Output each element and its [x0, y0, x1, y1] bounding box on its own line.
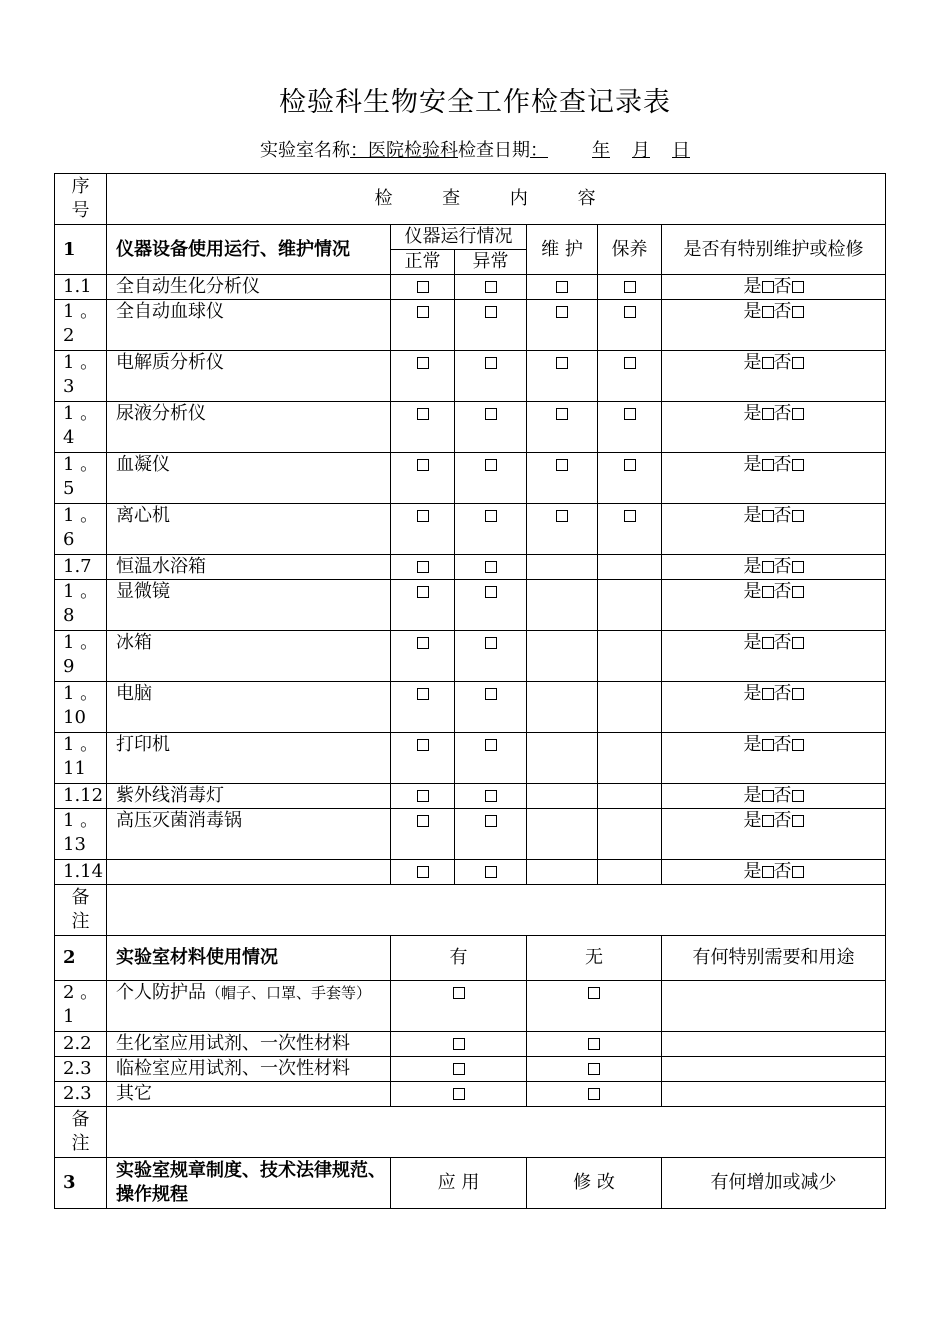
- yes-no-choice: [662, 733, 886, 784]
- table-row: [55, 555, 886, 580]
- checkbox[interactable]: [417, 306, 429, 318]
- none-header: 无: [527, 936, 662, 981]
- checkbox[interactable]: [485, 866, 497, 878]
- row-no: 1.7: [55, 555, 107, 580]
- row-no: 1 。5: [55, 453, 107, 504]
- checkbox[interactable]: [588, 1063, 600, 1075]
- checkbox[interactable]: [417, 688, 429, 700]
- maintain-cell: [527, 784, 598, 809]
- upkeep-cell: [598, 580, 662, 631]
- item-note: （帽子、口罩、手套等）: [206, 984, 372, 1002]
- abnormal-check: [455, 351, 527, 402]
- have-check: [391, 1032, 527, 1057]
- maintain-check: [527, 453, 598, 504]
- abnormal-check: [455, 555, 527, 580]
- row-name: [107, 1057, 391, 1082]
- row-no: 2.3: [55, 1057, 107, 1082]
- no-label: 否: [773, 785, 792, 806]
- no-checkbox[interactable]: [792, 739, 804, 751]
- section3-no: 3: [55, 1158, 107, 1209]
- table-row: [55, 1057, 886, 1082]
- yes-no-choice: [662, 351, 886, 402]
- page-title: 检验科生物安全工作检查记录表: [279, 87, 671, 118]
- row-name: 全自动血球仪: [107, 300, 391, 351]
- row-no: 1 。10: [55, 682, 107, 733]
- no-checkbox[interactable]: [792, 459, 804, 471]
- upkeep-check: [598, 351, 662, 402]
- row-name: 紫外线消毒灯: [107, 784, 391, 809]
- lab-value: ：医院检验科: [350, 140, 458, 161]
- no-checkbox[interactable]: [792, 815, 804, 827]
- abnormal-check: [455, 809, 527, 860]
- run-status-header: 仪器运行情况: [391, 225, 527, 250]
- section2-title: 实验室材料使用情况: [107, 936, 391, 981]
- row-name: 全自动生化分析仪: [107, 275, 391, 300]
- abnormal-header: 异常: [455, 250, 527, 275]
- yes-checkbox[interactable]: [762, 510, 774, 522]
- row-no: 1 。6: [55, 504, 107, 555]
- checkbox[interactable]: [588, 1088, 600, 1100]
- yes-label: 是: [743, 861, 762, 882]
- lab-label: 实验室名称: [260, 140, 350, 161]
- yes-label: 是: [743, 683, 762, 704]
- yes-no-choice: [662, 504, 886, 555]
- checkbox[interactable]: [588, 987, 600, 999]
- yes-checkbox[interactable]: [762, 790, 774, 802]
- row-name: [107, 860, 391, 885]
- upkeep-check: [598, 504, 662, 555]
- row-no: 2.2: [55, 1032, 107, 1057]
- table-row: [55, 580, 886, 631]
- maintain-cell: [527, 860, 598, 885]
- row-no: 2.3: [55, 1082, 107, 1107]
- table-row: [55, 1082, 886, 1107]
- normal-check: [391, 504, 455, 555]
- table-row: [55, 300, 886, 351]
- abnormal-check: [455, 682, 527, 733]
- normal-check: [391, 860, 455, 885]
- yes-label: 是: [743, 785, 762, 806]
- checkbox[interactable]: [417, 815, 429, 827]
- abnormal-check: [455, 275, 527, 300]
- no-label: 否: [773, 352, 792, 373]
- row-no: 2 。1: [55, 981, 107, 1032]
- no-checkbox[interactable]: [792, 561, 804, 573]
- row-no: 1 。8: [55, 580, 107, 631]
- checkbox[interactable]: [556, 459, 568, 471]
- no-checkbox[interactable]: [792, 688, 804, 700]
- abnormal-check: [455, 580, 527, 631]
- section2-no: 2: [55, 936, 107, 981]
- row-name: [107, 1082, 391, 1107]
- none-check: [527, 1057, 662, 1082]
- yes-label: 是: [743, 632, 762, 653]
- yes-no-choice: [662, 860, 886, 885]
- upkeep-check: [598, 300, 662, 351]
- checkbox[interactable]: [624, 357, 636, 369]
- remark-label: 备注: [55, 1107, 107, 1158]
- maintain-check: [527, 300, 598, 351]
- yes-checkbox[interactable]: [762, 866, 774, 878]
- maintain-check: [527, 402, 598, 453]
- table-row: [55, 809, 886, 860]
- row-no: 1 。11: [55, 733, 107, 784]
- checkbox[interactable]: [624, 281, 636, 293]
- row-no: 1 。13: [55, 809, 107, 860]
- remark-row: [55, 1107, 886, 1158]
- row-name: 尿液分析仪: [107, 402, 391, 453]
- no-label: 否: [773, 734, 792, 755]
- special-use-field[interactable]: [662, 1032, 886, 1057]
- checkbox[interactable]: [485, 357, 497, 369]
- upkeep-check: [598, 453, 662, 504]
- row-name: [107, 981, 391, 1032]
- no-label: 否: [773, 683, 792, 704]
- no-label: 否: [773, 810, 792, 831]
- section1-header-row: [55, 225, 886, 250]
- abnormal-check: [455, 784, 527, 809]
- checkbox[interactable]: [485, 739, 497, 751]
- row-name: 打印机: [107, 733, 391, 784]
- row-no: 1.12: [55, 784, 107, 809]
- row-no: 1.14: [55, 860, 107, 885]
- section1-no: 1: [55, 225, 107, 275]
- upkeep-cell: [598, 860, 662, 885]
- no-checkbox[interactable]: [792, 866, 804, 878]
- special-use-field[interactable]: [662, 1057, 886, 1082]
- no-label: 否: [773, 454, 792, 475]
- yes-checkbox[interactable]: [762, 306, 774, 318]
- item-name: 临检室应用试剂、一次性材料: [116, 1058, 350, 1079]
- have-check: [391, 1057, 527, 1082]
- abnormal-check: [455, 300, 527, 351]
- checkbox[interactable]: [417, 281, 429, 293]
- yes-no-choice: [662, 631, 886, 682]
- none-check: [527, 1082, 662, 1107]
- inspection-table: [54, 173, 886, 1209]
- checkbox[interactable]: [417, 459, 429, 471]
- checkbox[interactable]: [624, 408, 636, 420]
- row-no: 1 。2: [55, 300, 107, 351]
- remark-field[interactable]: [107, 1107, 886, 1158]
- no-checkbox[interactable]: [792, 408, 804, 420]
- abnormal-check: [455, 860, 527, 885]
- subtitle: [0, 136, 950, 162]
- special-use-header: 有何特别需要和用途: [662, 936, 886, 981]
- yes-label: 是: [743, 505, 762, 526]
- row-name: 冰箱: [107, 631, 391, 682]
- maintain-cell: [527, 682, 598, 733]
- none-check: [527, 1032, 662, 1057]
- normal-check: [391, 275, 455, 300]
- upkeep-check: [598, 402, 662, 453]
- no-label: 否: [773, 632, 792, 653]
- abnormal-check: [455, 453, 527, 504]
- yes-checkbox[interactable]: [762, 815, 774, 827]
- checkbox[interactable]: [417, 408, 429, 420]
- have-header: 有: [391, 936, 527, 981]
- maintain-header: 维 护: [527, 225, 598, 275]
- remark-label: 备注: [55, 885, 107, 936]
- yes-label: 是: [743, 301, 762, 322]
- seq-header: 序号: [55, 174, 107, 225]
- row-name: 高压灭菌消毒锅: [107, 809, 391, 860]
- upkeep-cell: [598, 555, 662, 580]
- yes-no-choice: [662, 300, 886, 351]
- checkbox[interactable]: [417, 790, 429, 802]
- no-label: 否: [773, 276, 792, 297]
- checkbox[interactable]: [588, 1038, 600, 1050]
- table-row: [55, 351, 886, 402]
- checkbox[interactable]: [485, 790, 497, 802]
- checkbox[interactable]: [624, 510, 636, 522]
- checkbox[interactable]: [556, 408, 568, 420]
- no-checkbox[interactable]: [792, 586, 804, 598]
- yes-label: 是: [743, 556, 762, 577]
- checkbox[interactable]: [417, 357, 429, 369]
- checkbox[interactable]: [453, 1088, 465, 1100]
- upkeep-cell: [598, 682, 662, 733]
- checkbox[interactable]: [485, 281, 497, 293]
- row-name: 恒温水浴箱: [107, 555, 391, 580]
- normal-check: [391, 733, 455, 784]
- upkeep-cell: [598, 631, 662, 682]
- abnormal-check: [455, 631, 527, 682]
- yes-no-choice: [662, 453, 886, 504]
- date-field[interactable]: ： 年 月 日: [530, 140, 690, 161]
- change-header: 有何增加或减少: [662, 1158, 886, 1209]
- header-row: [55, 174, 886, 225]
- checkbox[interactable]: [453, 1038, 465, 1050]
- yes-checkbox[interactable]: [762, 408, 774, 420]
- maintain-check: [527, 275, 598, 300]
- row-name: 电脑: [107, 682, 391, 733]
- yes-checkbox[interactable]: [762, 561, 774, 573]
- abnormal-check: [455, 733, 527, 784]
- remark-field[interactable]: [107, 885, 886, 936]
- row-name: [107, 1032, 391, 1057]
- row-no: 1 。9: [55, 631, 107, 682]
- checkbox[interactable]: [417, 586, 429, 598]
- row-no: 1.1: [55, 275, 107, 300]
- row-no: 1 。3: [55, 351, 107, 402]
- checkbox[interactable]: [453, 987, 465, 999]
- yes-no-choice: [662, 275, 886, 300]
- table-row: [55, 453, 886, 504]
- section1-title: 仪器设备使用运行、维护情况: [107, 225, 391, 275]
- normal-check: [391, 402, 455, 453]
- normal-check: [391, 784, 455, 809]
- yes-no-choice: [662, 555, 886, 580]
- special-header: 是否有特别维护或检修: [662, 225, 886, 275]
- table-row: [55, 631, 886, 682]
- table-row: [55, 784, 886, 809]
- checkbox[interactable]: [417, 510, 429, 522]
- checkbox[interactable]: [556, 510, 568, 522]
- abnormal-check: [455, 402, 527, 453]
- yes-checkbox[interactable]: [762, 586, 774, 598]
- item-name: 生化室应用试剂、一次性材料: [116, 1033, 350, 1054]
- maintain-cell: [527, 580, 598, 631]
- upkeep-header: 保养: [598, 225, 662, 275]
- checkbox[interactable]: [556, 306, 568, 318]
- checkbox[interactable]: [485, 815, 497, 827]
- row-name: 离心机: [107, 504, 391, 555]
- modify-header: 修 改: [527, 1158, 662, 1209]
- abnormal-check: [455, 504, 527, 555]
- no-checkbox[interactable]: [792, 281, 804, 293]
- row-name: 显微镜: [107, 580, 391, 631]
- yes-label: 是: [743, 352, 762, 373]
- normal-check: [391, 555, 455, 580]
- section2-header-row: [55, 936, 886, 981]
- yes-no-choice: [662, 402, 886, 453]
- maintain-cell: [527, 631, 598, 682]
- section3-title: 实验室规章制度、技术法律规范、操作规程: [107, 1158, 391, 1209]
- no-label: 否: [773, 861, 792, 882]
- yes-label: 是: [743, 734, 762, 755]
- yes-label: 是: [743, 454, 762, 475]
- special-use-field[interactable]: [662, 981, 886, 1032]
- normal-check: [391, 453, 455, 504]
- no-label: 否: [773, 581, 792, 602]
- table-row: [55, 733, 886, 784]
- maintain-check: [527, 351, 598, 402]
- checkbox[interactable]: [417, 739, 429, 751]
- no-checkbox[interactable]: [792, 790, 804, 802]
- no-checkbox[interactable]: [792, 357, 804, 369]
- normal-check: [391, 682, 455, 733]
- checkbox[interactable]: [556, 357, 568, 369]
- yes-label: 是: [743, 810, 762, 831]
- checkbox[interactable]: [485, 510, 497, 522]
- table-row: [55, 682, 886, 733]
- no-checkbox[interactable]: [792, 637, 804, 649]
- checkbox[interactable]: [485, 408, 497, 420]
- normal-check: [391, 300, 455, 351]
- no-label: 否: [773, 301, 792, 322]
- yes-label: 是: [743, 276, 762, 297]
- table-row: [55, 504, 886, 555]
- checkbox[interactable]: [485, 637, 497, 649]
- special-use-field[interactable]: [662, 1082, 886, 1107]
- section3-header-row: [55, 1158, 886, 1209]
- checkbox[interactable]: [624, 459, 636, 471]
- table-row: [55, 1032, 886, 1057]
- no-checkbox[interactable]: [792, 510, 804, 522]
- normal-check: [391, 809, 455, 860]
- checkbox[interactable]: [453, 1063, 465, 1075]
- checkbox[interactable]: [417, 866, 429, 878]
- normal-check: [391, 580, 455, 631]
- maintain-cell: [527, 555, 598, 580]
- remark-row: [55, 885, 886, 936]
- yes-no-choice: [662, 809, 886, 860]
- checkbox[interactable]: [485, 688, 497, 700]
- table-row: [55, 402, 886, 453]
- yes-label: 是: [743, 581, 762, 602]
- date-label: 检查日期: [458, 140, 530, 161]
- row-name: 血凝仪: [107, 453, 391, 504]
- checkbox[interactable]: [417, 637, 429, 649]
- upkeep-check: [598, 275, 662, 300]
- no-label: 否: [773, 505, 792, 526]
- row-name: 电解质分析仪: [107, 351, 391, 402]
- row-no: 1 。4: [55, 402, 107, 453]
- yes-checkbox[interactable]: [762, 637, 774, 649]
- checkbox[interactable]: [417, 561, 429, 573]
- item-name: 个人防护品: [116, 982, 206, 1003]
- yes-no-choice: [662, 682, 886, 733]
- have-check: [391, 1082, 527, 1107]
- checkbox[interactable]: [485, 459, 497, 471]
- normal-header: 正常: [391, 250, 455, 275]
- maintain-cell: [527, 809, 598, 860]
- yes-label: 是: [743, 403, 762, 424]
- normal-check: [391, 631, 455, 682]
- upkeep-cell: [598, 809, 662, 860]
- table-row: [55, 981, 886, 1032]
- yes-no-choice: [662, 580, 886, 631]
- apply-header: 应 用: [391, 1158, 527, 1209]
- checkbox[interactable]: [485, 561, 497, 573]
- yes-checkbox[interactable]: [762, 739, 774, 751]
- table-row: [55, 275, 886, 300]
- maintain-cell: [527, 733, 598, 784]
- yes-checkbox[interactable]: [762, 357, 774, 369]
- checkbox[interactable]: [556, 281, 568, 293]
- item-name: 其它: [116, 1083, 152, 1104]
- yes-checkbox[interactable]: [762, 688, 774, 700]
- upkeep-cell: [598, 784, 662, 809]
- content-header: 检 查 内 容: [107, 174, 886, 225]
- checkbox[interactable]: [624, 306, 636, 318]
- yes-checkbox[interactable]: [762, 281, 774, 293]
- none-check: [527, 981, 662, 1032]
- yes-checkbox[interactable]: [762, 459, 774, 471]
- no-checkbox[interactable]: [792, 306, 804, 318]
- no-label: 否: [773, 556, 792, 577]
- normal-check: [391, 351, 455, 402]
- have-check: [391, 981, 527, 1032]
- upkeep-cell: [598, 733, 662, 784]
- checkbox[interactable]: [485, 586, 497, 598]
- maintain-check: [527, 504, 598, 555]
- checkbox[interactable]: [485, 306, 497, 318]
- table-row: [55, 860, 886, 885]
- no-label: 否: [773, 403, 792, 424]
- yes-no-choice: [662, 784, 886, 809]
